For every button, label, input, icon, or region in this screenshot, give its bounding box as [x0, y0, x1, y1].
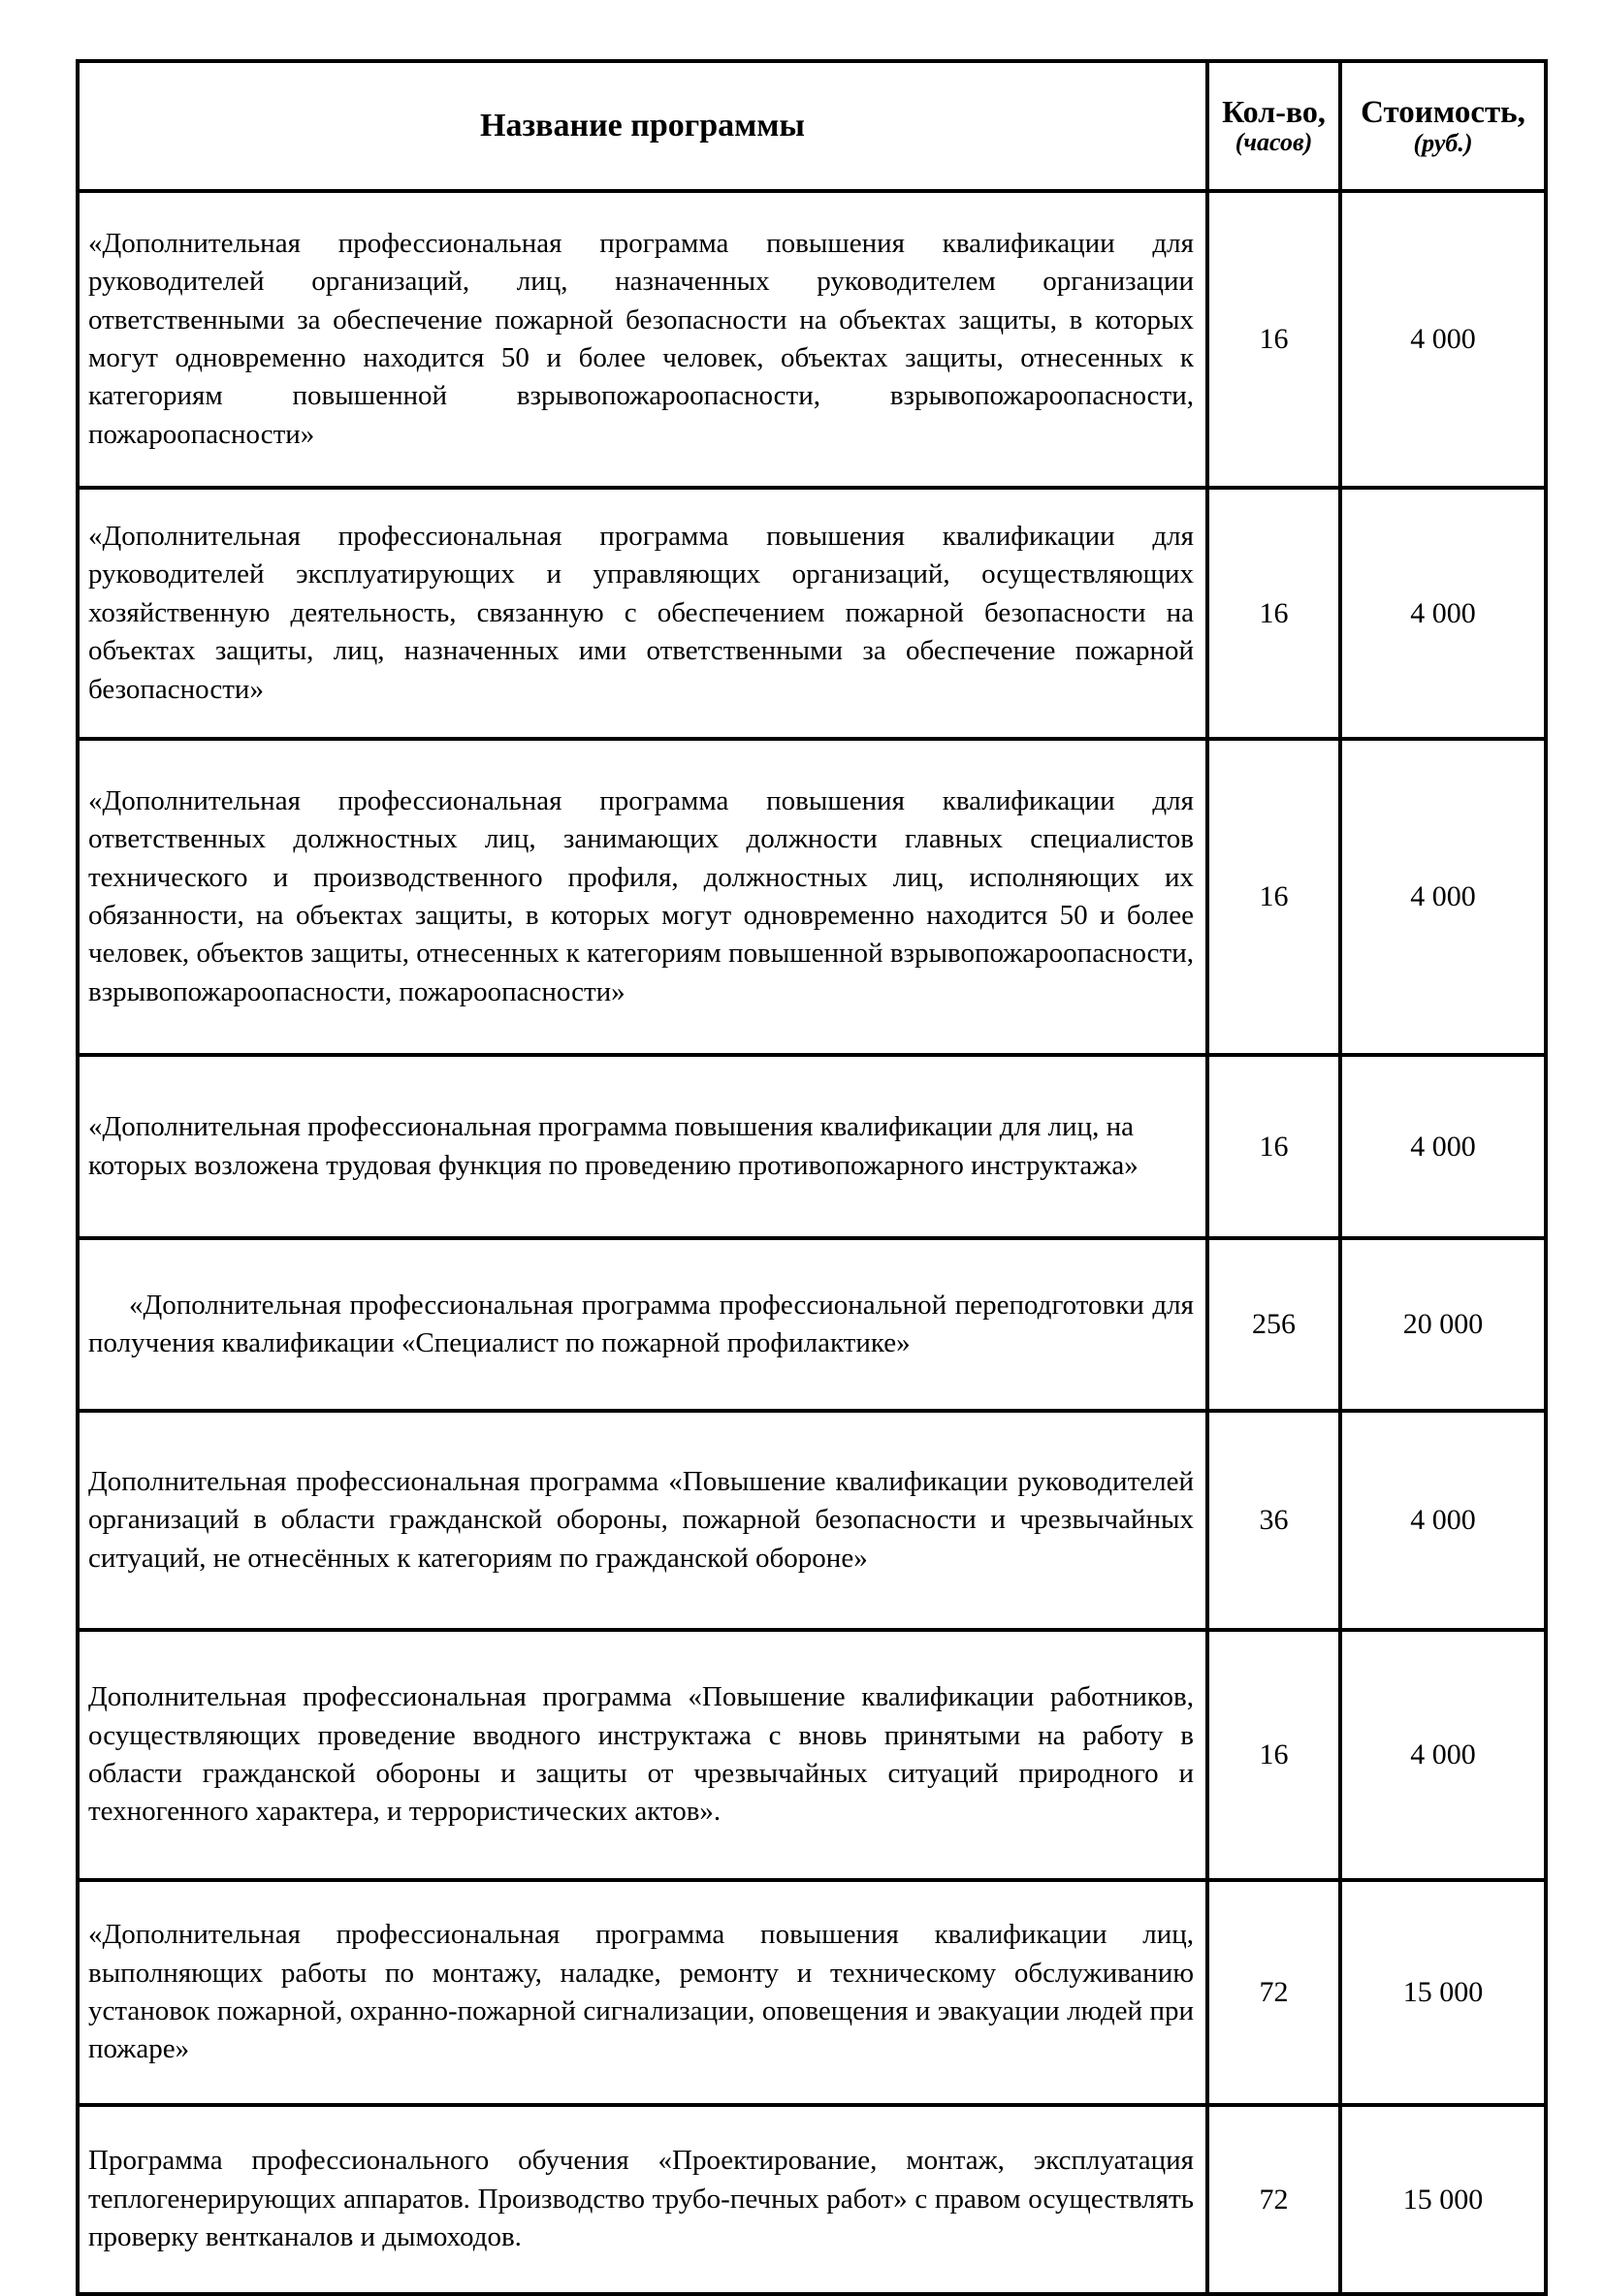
header-row — [78, 61, 1546, 191]
program-name-cell: «Дополнительная профессиональная программа повышения квалификации лиц, выполняющих работы по монтажу, наладке, ремонту и техническому обслуживанию установок пожарной, охранно-пожарной сигнализации, оповещения и эвакуации людей при пожаре» — [78, 1880, 1207, 2105]
header-hours — [1207, 61, 1340, 191]
header-cost-unit: (руб.) — [1413, 128, 1473, 157]
program-name-cell: «Дополнительная профессиональная программа профессиональной переподготовки для получения квалификации «Специалист по пожарной профилактике» — [78, 1238, 1207, 1411]
program-name-cell: «Дополнительная профессиональная программа повышения квалификации для лиц, на которых возложена трудовая функция по проведению противопожарного инструктажа» — [78, 1055, 1207, 1238]
program-name-cell: Дополнительная профессиональная программа «Повышение квалификации работников, осуществляющих проведение вводного инструктажа с вновь принятыми на работу в области гражданской обороны и защиты от чрезвычайных ситуаций природного и техногенного характера, и террористических актов». — [78, 1630, 1207, 1880]
header-cost-title: Стоимость, — [1361, 94, 1525, 130]
program-name-cell: «Дополнительная профессиональная программа повышения квалификации для ответственных должностных лиц, занимающих должности главных специалистов технического и производственного профиля, должностных лиц, исполняющих их обязанности, на объектах защиты, в которых могут одновременно находится 50 и более человек, объектов защиты, отнесенных к категориям повышенной взрывопожароопасности, взрывопожароопасности, пожароопасности» — [78, 739, 1207, 1055]
table-row — [78, 1055, 1546, 1238]
table-row — [78, 488, 1546, 739]
table-row — [78, 191, 1546, 488]
table-row — [78, 2105, 1546, 2294]
cost-cell: 15 000 — [1340, 1880, 1546, 2105]
header-hours-unit: (часов) — [1235, 128, 1313, 157]
hours-cell: 72 — [1207, 2105, 1340, 2294]
table-row — [78, 1411, 1546, 1630]
cost-cell: 4 000 — [1340, 1055, 1546, 1238]
hours-cell: 36 — [1207, 1411, 1340, 1630]
table-row — [78, 739, 1546, 1055]
hours-cell: 16 — [1207, 191, 1340, 488]
cost-cell: 4 000 — [1340, 739, 1546, 1055]
hours-cell: 16 — [1207, 488, 1340, 739]
header-cost — [1340, 61, 1546, 191]
hours-cell: 16 — [1207, 1630, 1340, 1880]
hours-cell: 256 — [1207, 1238, 1340, 1411]
cost-cell: 4 000 — [1340, 1411, 1546, 1630]
cost-cell: 4 000 — [1340, 1630, 1546, 1880]
hours-cell: 72 — [1207, 1880, 1340, 2105]
cost-cell: 20 000 — [1340, 1238, 1546, 1411]
hours-cell: 16 — [1207, 739, 1340, 1055]
hours-cell: 16 — [1207, 1055, 1340, 1238]
program-name-cell: Дополнительная профессиональная программа «Повышение квалификации руководителей организаций в области гражданской обороны, пожарной безопасности и чрезвычайных ситуаций, не отнесённых к категориям по гражданской обороне» — [78, 1411, 1207, 1630]
cost-cell: 4 000 — [1340, 488, 1546, 739]
table-row — [78, 1630, 1546, 1880]
program-name-cell: «Дополнительная профессиональная программа повышения квалификации для руководителей организаций, лиц, назначенных руководителем организации ответственными за обеспечение пожарной безопасности на объектах защиты, в которых могут одновременно находится 50 и более человек, объектах защиты, отнесенных к категориям повышенной взрывопожароопасности, взрывопожароопасности, пожароопасности» — [78, 191, 1207, 488]
header-program-name: Название программы — [78, 61, 1207, 191]
table-row — [78, 1238, 1546, 1411]
cost-cell: 4 000 — [1340, 191, 1546, 488]
program-name-cell: Программа профессионального обучения «Проектирование, монтаж, эксплуатация теплогенерирующих аппаратов. Производство трубо-печных работ» с правом осуществлять проверку вентканалов и дымоходов. — [78, 2105, 1207, 2294]
header-hours-title: Кол-во, — [1222, 94, 1326, 130]
cost-cell: 15 000 — [1340, 2105, 1546, 2294]
programs-table — [76, 59, 1548, 2296]
table-row — [78, 1880, 1546, 2105]
program-name-cell: «Дополнительная профессиональная программа повышения квалификации для руководителей эксплуатирующих и управляющих организаций, осуществляющих хозяйственную деятельность, связанную с обеспечением пожарной безопасности на объектах защиты, лиц, назначенных ими ответственными за обеспечение пожарной безопасности» — [78, 488, 1207, 739]
